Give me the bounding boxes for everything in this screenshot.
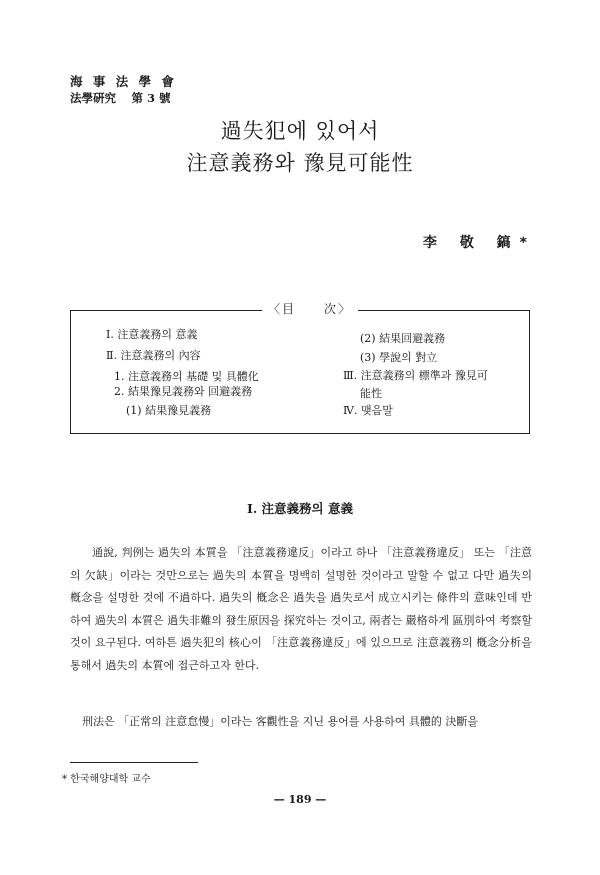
author-name: 李 敬 鎬*: [422, 235, 536, 251]
section-heading: Ⅰ. 注意義務의 意義: [247, 501, 353, 516]
body-paragraph-2: 刑法은 「正常의 注意怠慢」이라는 客觀性을 지닌 용어를 사용하여 具體的 決斷을: [82, 715, 478, 728]
toc-item: Ⅱ. 注意義務의 內容: [106, 349, 201, 362]
table-of-contents-heading: 〈目 次〉: [262, 300, 358, 317]
toc-item: Ⅰ. 注意義務의 意義: [106, 328, 198, 341]
article-title-line-1: 過失犯에 있어서: [220, 119, 380, 143]
toc-item: Ⅲ. 注意義務의 標準과 豫見可: [343, 369, 488, 382]
toc-item: (2) 結果回避義務: [360, 332, 446, 345]
toc-item: 2. 結果豫見義務와 回避義務: [114, 385, 253, 398]
journal-issue: 法學硏究 第 3 號: [70, 91, 171, 105]
toc-item: 1. 注意義務의 基礎 및 具體化: [114, 370, 259, 383]
journal-name: 海 事 法 學 會: [70, 74, 177, 89]
footnote: * 한국해양대학 교수: [62, 774, 151, 785]
toc-item: 能性: [360, 387, 382, 400]
page-number: — 189 —: [273, 793, 327, 806]
article-title-line-2: 注意義務와 豫見可能性: [186, 151, 414, 175]
toc-item: (3) 學說의 對立: [360, 351, 438, 364]
body-paragraph-1: 通說, 判例는 過失의 本質을 「注意義務違反」이라고 하나 「注意義務違反」 또는 「注意의 欠缺」이라는 것만으로는 過失의 本質을 명백히 설명한 것이라고 말할 수 없고 다만 過失의 槪念을 설명한 것에 不過하다. 過失의 槪念은 過失을 過失로서 成立시키는 條件의 意味인데 반하여 過失의 本質은 過失非難의 發生原因을 探究하는 것이고, 兩者는 嚴格하게 區別하여 考察할 것이 요구된다. 여하튼 過失犯의 核心이 「注意義務違反」에 있으므로 注意義務의 槪念分析을 통해서 過失의 本質에 접근하고자 한다.: [70, 546, 532, 672]
footnote-divider: [70, 762, 198, 763]
toc-item: Ⅳ. 맺음말: [343, 404, 393, 417]
toc-item: (1) 結果豫見義務: [126, 404, 212, 417]
